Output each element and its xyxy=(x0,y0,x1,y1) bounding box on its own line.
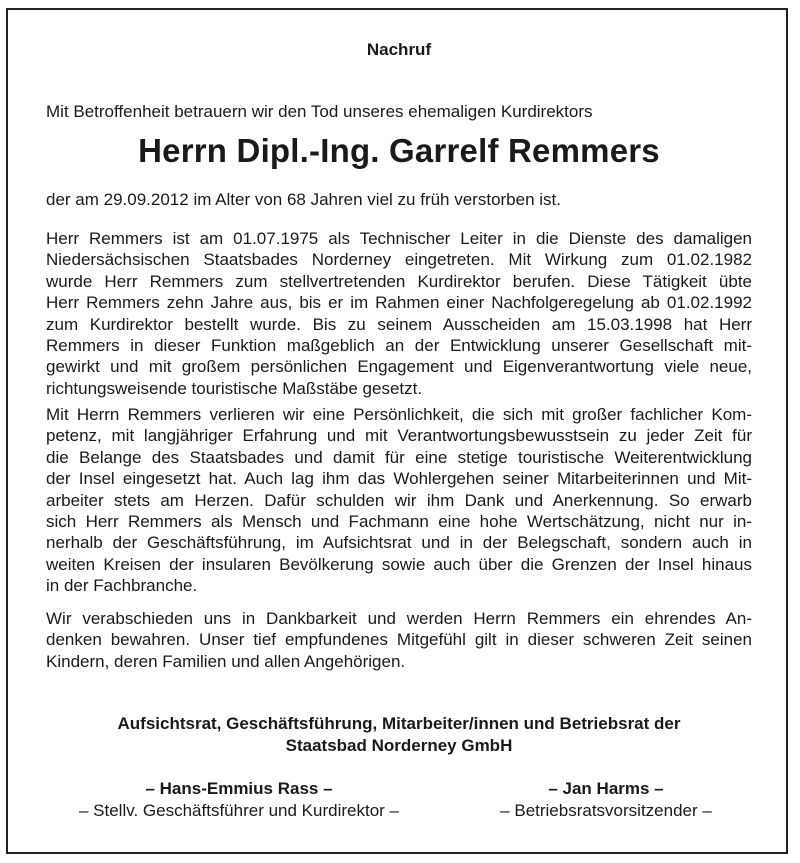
notice-heading: Nachruf xyxy=(366,40,432,59)
death-date-line: der am 29.09.2012 im Alter von 68 Jahren viel zu früh verstorben ist. xyxy=(46,190,561,209)
signer-harms xyxy=(476,778,736,822)
paragraph-career xyxy=(46,228,752,399)
text-line: sich Herr Remmers als Mensch und Fachmann eine hohe Wertschätzung, nicht nur in- xyxy=(46,512,752,532)
signer-name: – Hans-Emmius Rass – xyxy=(145,779,333,798)
org-line: Aufsichtsrat, Geschäftsführung, Mitarbeiter/innen und Betriebsrat der xyxy=(117,714,681,733)
text-line: Mit Herrn Remmers verlieren wir eine Persönlichkeit, die sich mit großer fachlicher Kom- xyxy=(46,405,752,424)
signer-role: – Betriebsratsvorsitzender – xyxy=(500,801,712,820)
text-line: die Belange des Staatsbades und damit für eine stetige touristische Weiterentwicklung xyxy=(46,447,752,467)
text-line: gewirkt und mit großem persönlichen Engagement und Eigenverantwortung viele neue, xyxy=(46,357,752,377)
text-line: petenz, mit langjähriger Erfahrung und mit Verantwortungsbewusstsein zu jeder Zeit für xyxy=(46,426,752,446)
text-line: zum Kurdirektor bestellt wurde. Bis zu seinem Ausscheiden am 15.03.1998 hat Herr xyxy=(46,314,752,334)
text-line: wurde Herr Remmers zum stellvertretenden Kurdirektor berufen. Diese Tätigkeit übte xyxy=(46,271,752,291)
text-line: Wir verabschieden uns in Dankbarkeit und werden Herrn Remmers ein ehrendes An- xyxy=(46,609,752,628)
paragraph-tribute xyxy=(46,404,752,597)
signer-name: – Jan Harms – xyxy=(548,779,664,798)
intro-line: Mit Betroffenheit betrauern wir den Tod unseres ehemaligen Kurdirektors xyxy=(46,102,593,121)
text-line: richtungsweisende touristische Maßstäbe gesetzt. xyxy=(46,378,423,398)
text-line: Herr Remmers ist am 01.07.1975 als Technischer Leiter in die Dienste des damaligen xyxy=(46,229,752,248)
paragraph-farewell xyxy=(46,608,752,672)
signer-rass xyxy=(74,778,404,822)
text-line: weiten Kreisen der insularen Bevölkerung sowie auch über die Grenzen der Insel hinaus xyxy=(46,554,752,574)
text-line: Remmers in dieser Funktion maßgeblich an der Entwicklung unserer Gesellschaft mit- xyxy=(46,336,752,356)
text-line: Niedersächsischen Staatsbades Norderney eingetreten. Mit Wirkung zum 01.02.1982 xyxy=(46,250,752,270)
text-line: Kindern, deren Familien und allen Angehörigen. xyxy=(46,651,406,671)
text-line: denken bewahren. Unser tief empfundenes Mitgefühl gilt in dieser schweren Zeit seinen xyxy=(46,630,752,650)
text-line: Herr Remmers zehn Jahre aus, bis er im Rahmen einer Nachfolgeregelung ab 01.02.1992 xyxy=(46,293,752,313)
text-line: nerhalb der Geschäftsführung, im Aufsichtsrat und in der Belegschaft, sondern auch in xyxy=(46,533,752,553)
text-line: der Insel eingesetzt hat. Auch lag ihm das Wohlergehen seiner Mitarbeiterinnen und Mit- xyxy=(46,469,752,489)
text-line: arbeiter stets am Herzen. Dafür schulden wir ihm Dank und Anerkennung. So erwarb xyxy=(46,490,752,510)
signing-organization xyxy=(46,713,752,757)
deceased-name: Herrn Dipl.-Ing. Garrelf Remmers xyxy=(138,132,660,169)
signer-role: – Stellv. Geschäftsführer und Kurdirektor – xyxy=(78,801,399,820)
org-line: Staatsbad Norderney GmbH xyxy=(285,736,513,755)
text-line: in der Fachbranche. xyxy=(46,576,198,596)
